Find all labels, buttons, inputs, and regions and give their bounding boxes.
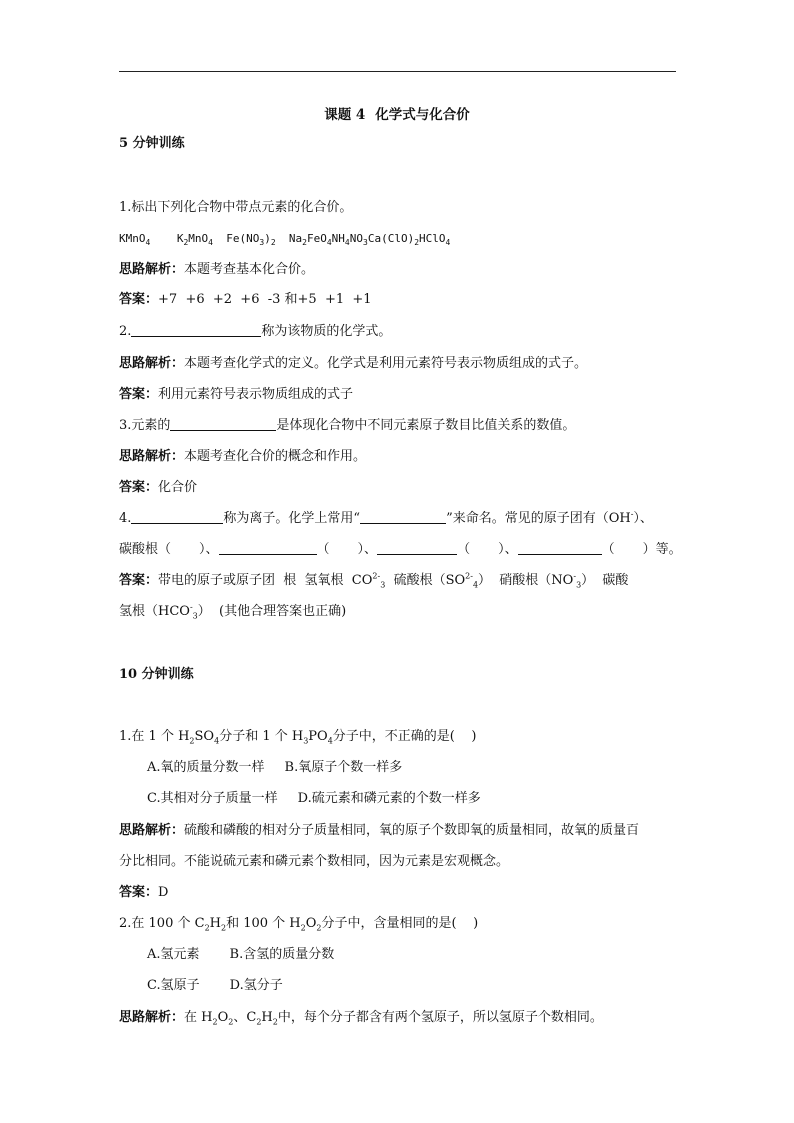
q2-text: 2. 称为该物质的化学式。 [119,324,392,339]
p1-question: 1.在 1 个 $H_2SO_4$分子和 1 个 $H_3PO_4$分子中，不正确的是( ) [119,729,477,746]
p1-options-cd [147,790,481,808]
q4-blank-2[interactable] [360,510,446,524]
q4-blank-4[interactable] [377,541,457,555]
q1-answer: 答案：+7 +6 +2 +6 -3 和+5 +1 +1 [119,292,372,307]
q4-line1: 4. 称为离子。化学上常用“ ”来命名。常见的原子团有（OH-）、 [119,509,653,526]
q4-line2: 碳酸根（ ）、 （ ）、 （ ）、 （ ）等。 [119,542,682,557]
p2-options-cd [147,977,283,995]
q3-answer: 答案：化合价 [119,480,198,495]
q3-blank[interactable] [170,417,276,431]
q1-text: 1.标出下列化合物中带点元素的化合价。 [119,200,353,215]
p1-analysis-line2: 分比相同。不能说硫元素和磷元素个数相同，因为元素是宏观概念。 [119,854,510,869]
q2-answer: 答案：利用元素符号表示物质组成的式子 [119,387,354,402]
p2-option-d[interactable]: D.氢分子 [229,978,283,993]
header-rule [119,71,676,72]
title-text: 化学式与化合价 [375,107,470,123]
p2-analysis: 思路解析：在 $H_2O_2$、$C_2H_2$中，每个分子都含有两个氢原子，所以氢原子个数相同。 [119,1010,603,1027]
q4-answer-line2: 氢根$(HCO^-_3)$ (其他合理答案也正确) [119,602,347,621]
q3-text: 3.元素的 是体现化合物中不同元素原子数目比值关系的数值。 [119,418,576,433]
q1-analysis: 思路解析：本题考查基本化合价。 [119,262,315,277]
p1-option-a[interactable]: A.氧的质量分数一样 [147,760,265,775]
p2-question: 2.在 100 个 $C_2H_2$和 100 个 $H_2O_2$分子中，含量相同的是( ) [119,916,479,933]
p1-option-b[interactable]: B.氧原子个数一样多 [284,760,403,775]
p1-answer: 答案：D [119,885,169,900]
page-title [0,103,794,123]
p2-options-ab [147,946,334,964]
title-number: 课题 4 [324,107,366,123]
p2-option-a[interactable]: A.氢元素 [147,947,200,962]
p2-option-c[interactable]: C.氢原子 [147,978,200,993]
q1-formulas: KMnO$_4$ $K_2MnO_4$ $Fe(NO_3)_2$ $Na_2FeO_4NH_4NO_3Ca(ClO)_2HClO_4$ [119,232,451,248]
q2-analysis: 思路解析：本题考查化学式的定义。化学式是利用元素符号表示物质组成的式子。 [119,356,588,371]
q4-answer-line1: 答案：带电的原子或原子团 根 氢氧根 $CO^{2-}_3$ 硫酸根$(SO^{2-}_4)$ 硝酸根$(NO^-_3)$ 碳酸 [119,571,629,590]
q3-analysis: 思路解析：本题考查化合价的概念和作用。 [119,449,367,464]
q4-blank-1[interactable] [131,510,223,524]
section-heading-10min: 10 分钟训练 [119,667,194,682]
q2-blank[interactable] [131,323,261,337]
p2-option-b[interactable]: B.含氢的质量分数 [229,947,335,962]
p1-analysis-line1: 思路解析：硫酸和磷酸的相对分子质量相同，氧的原子个数即氧的质量相同，故氧的质量百 [119,823,640,838]
p1-options-ab [147,759,402,777]
p1-option-c[interactable]: C.其相对分子质量一样 [147,791,278,806]
p1-option-d[interactable]: D.硫元素和磷元素的个数一样多 [297,791,481,806]
section-heading-5min: 5 分钟训练 [119,136,185,151]
q4-blank-5[interactable] [518,541,602,555]
q4-blank-3[interactable] [219,541,317,555]
